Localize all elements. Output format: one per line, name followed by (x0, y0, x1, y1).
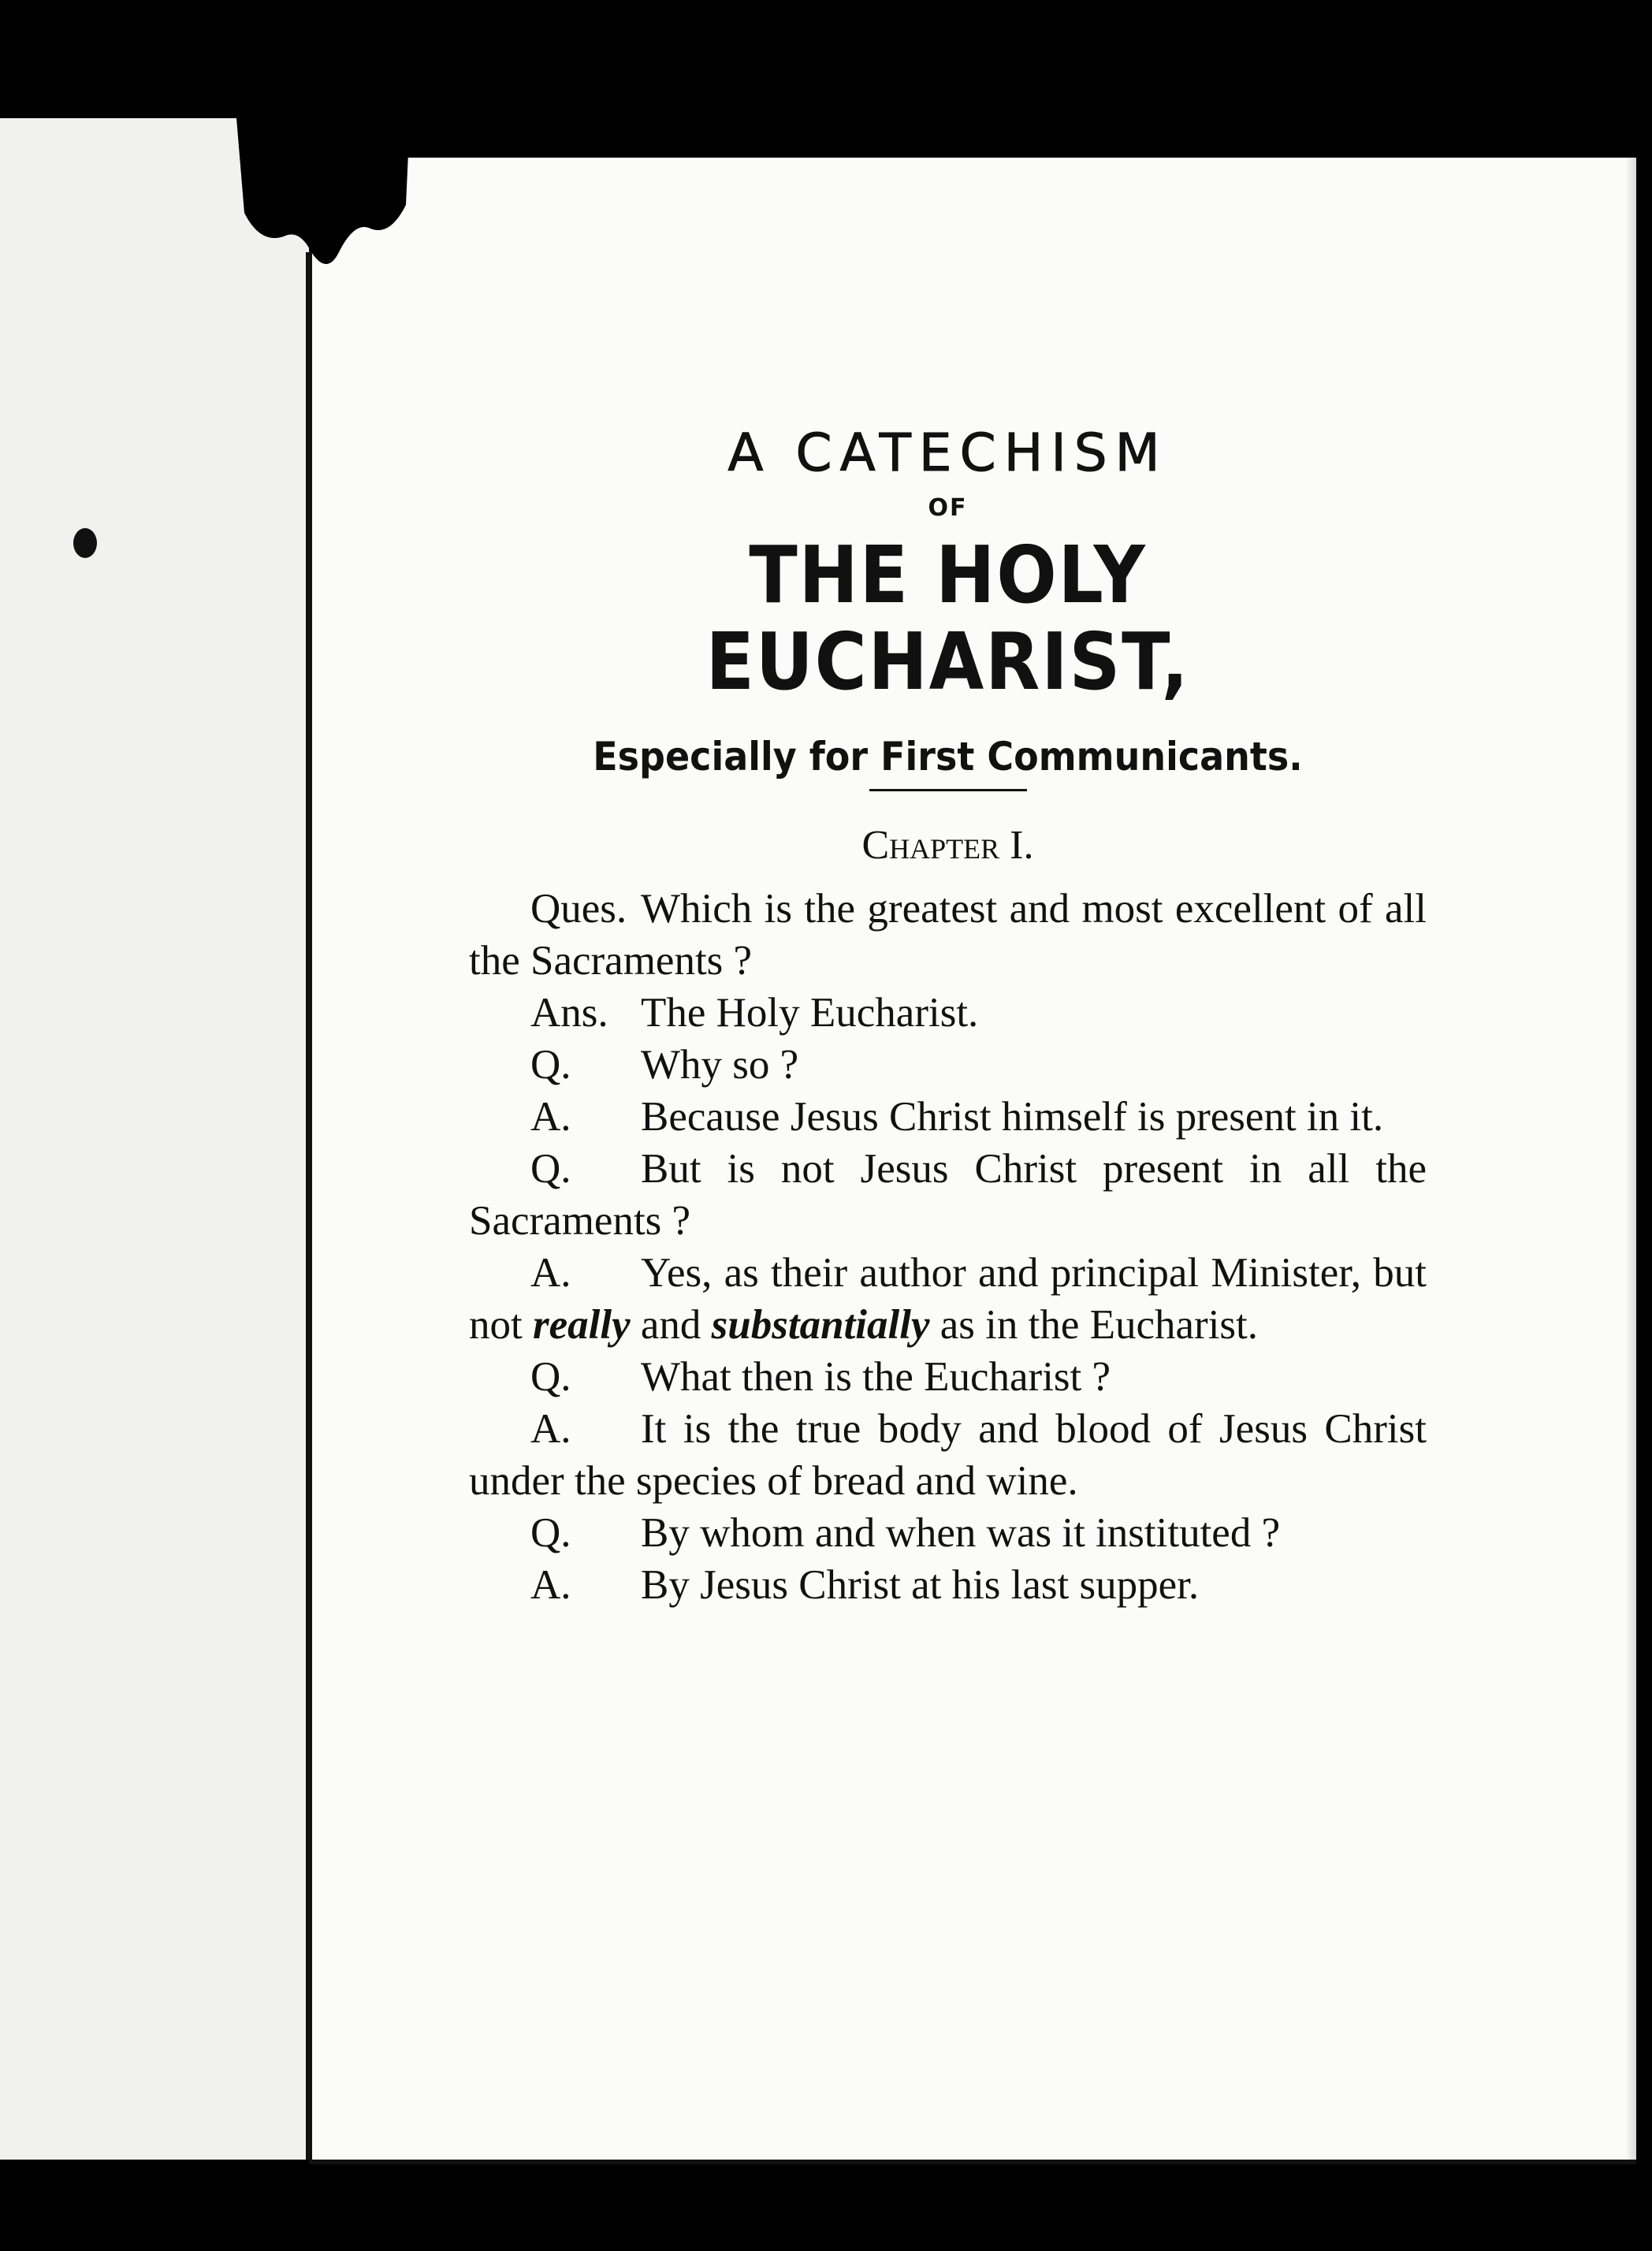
qa-emphasis: really (532, 1302, 631, 1348)
qa-label: Q. (530, 1510, 571, 1556)
qa-label: A. (530, 1250, 571, 1296)
qa-text: By whom and when was it instituted ? (641, 1510, 1281, 1556)
qa-text: Why so ? (641, 1042, 799, 1088)
qa-entry (469, 1559, 1427, 1611)
qa-text: What then is the Eucharist ? (641, 1354, 1111, 1400)
qa-label: Q. (530, 1354, 571, 1400)
title-of: OF (928, 494, 968, 522)
qa-label: Ans. (530, 990, 608, 1036)
qa-text: It is the true body and blood of Jesus Christ under the species of bread and wine. (469, 1406, 1427, 1504)
qa-entry (469, 1507, 1427, 1559)
qa-text-before: Yes, as their author and principal Minister, but not (469, 1250, 1427, 1348)
qa-text-mid: and (630, 1302, 712, 1348)
qa-label: A. (530, 1094, 571, 1140)
left-page-fragment (0, 118, 311, 2160)
qa-entry (469, 1403, 1427, 1507)
qa-text-after: as in the Eucharist. (929, 1302, 1259, 1348)
qa-text: But is not Jesus Christ present in all the Sacraments ? (469, 1146, 1427, 1244)
main-title: THE HOLY EUCHARIST, (705, 529, 1190, 708)
binding-spine-line (306, 252, 311, 2160)
qa-label: Q. (530, 1042, 571, 1088)
qa-entry (469, 1247, 1427, 1351)
chapter-heading: Chapter I. (861, 823, 1034, 868)
qa-entry (469, 987, 1427, 1039)
binding-hole (73, 528, 97, 558)
page-edge-shadow (1625, 158, 1636, 2160)
qa-text: The Holy Eucharist. (641, 990, 979, 1036)
qa-text: Which is the greatest and most excellent of all the Sacraments ? (469, 886, 1427, 984)
qa-label: Q. (530, 1146, 571, 1192)
qa-emphasis: substantially (711, 1302, 930, 1348)
title-line: A CATECHISM (727, 422, 1168, 483)
qa-text: Because Jesus Christ himself is present in it. (641, 1094, 1384, 1140)
qa-label: Ques. (530, 886, 627, 932)
qa-entry (469, 1091, 1427, 1143)
qa-label: A. (530, 1406, 571, 1452)
qa-entry (469, 883, 1427, 987)
qa-text: By Jesus Christ at his last supper. (641, 1562, 1200, 1608)
left-page-bleed-through (126, 378, 161, 476)
binding-clasp-icon (236, 118, 410, 276)
subtitle: Especially for First Communicants. (593, 734, 1303, 779)
qa-entry (469, 1143, 1427, 1247)
qa-entry (469, 1351, 1427, 1403)
title-rule (869, 789, 1027, 791)
qa-label: A. (530, 1562, 571, 1608)
catechism-text (469, 422, 1427, 1611)
qa-entry (469, 1039, 1427, 1091)
